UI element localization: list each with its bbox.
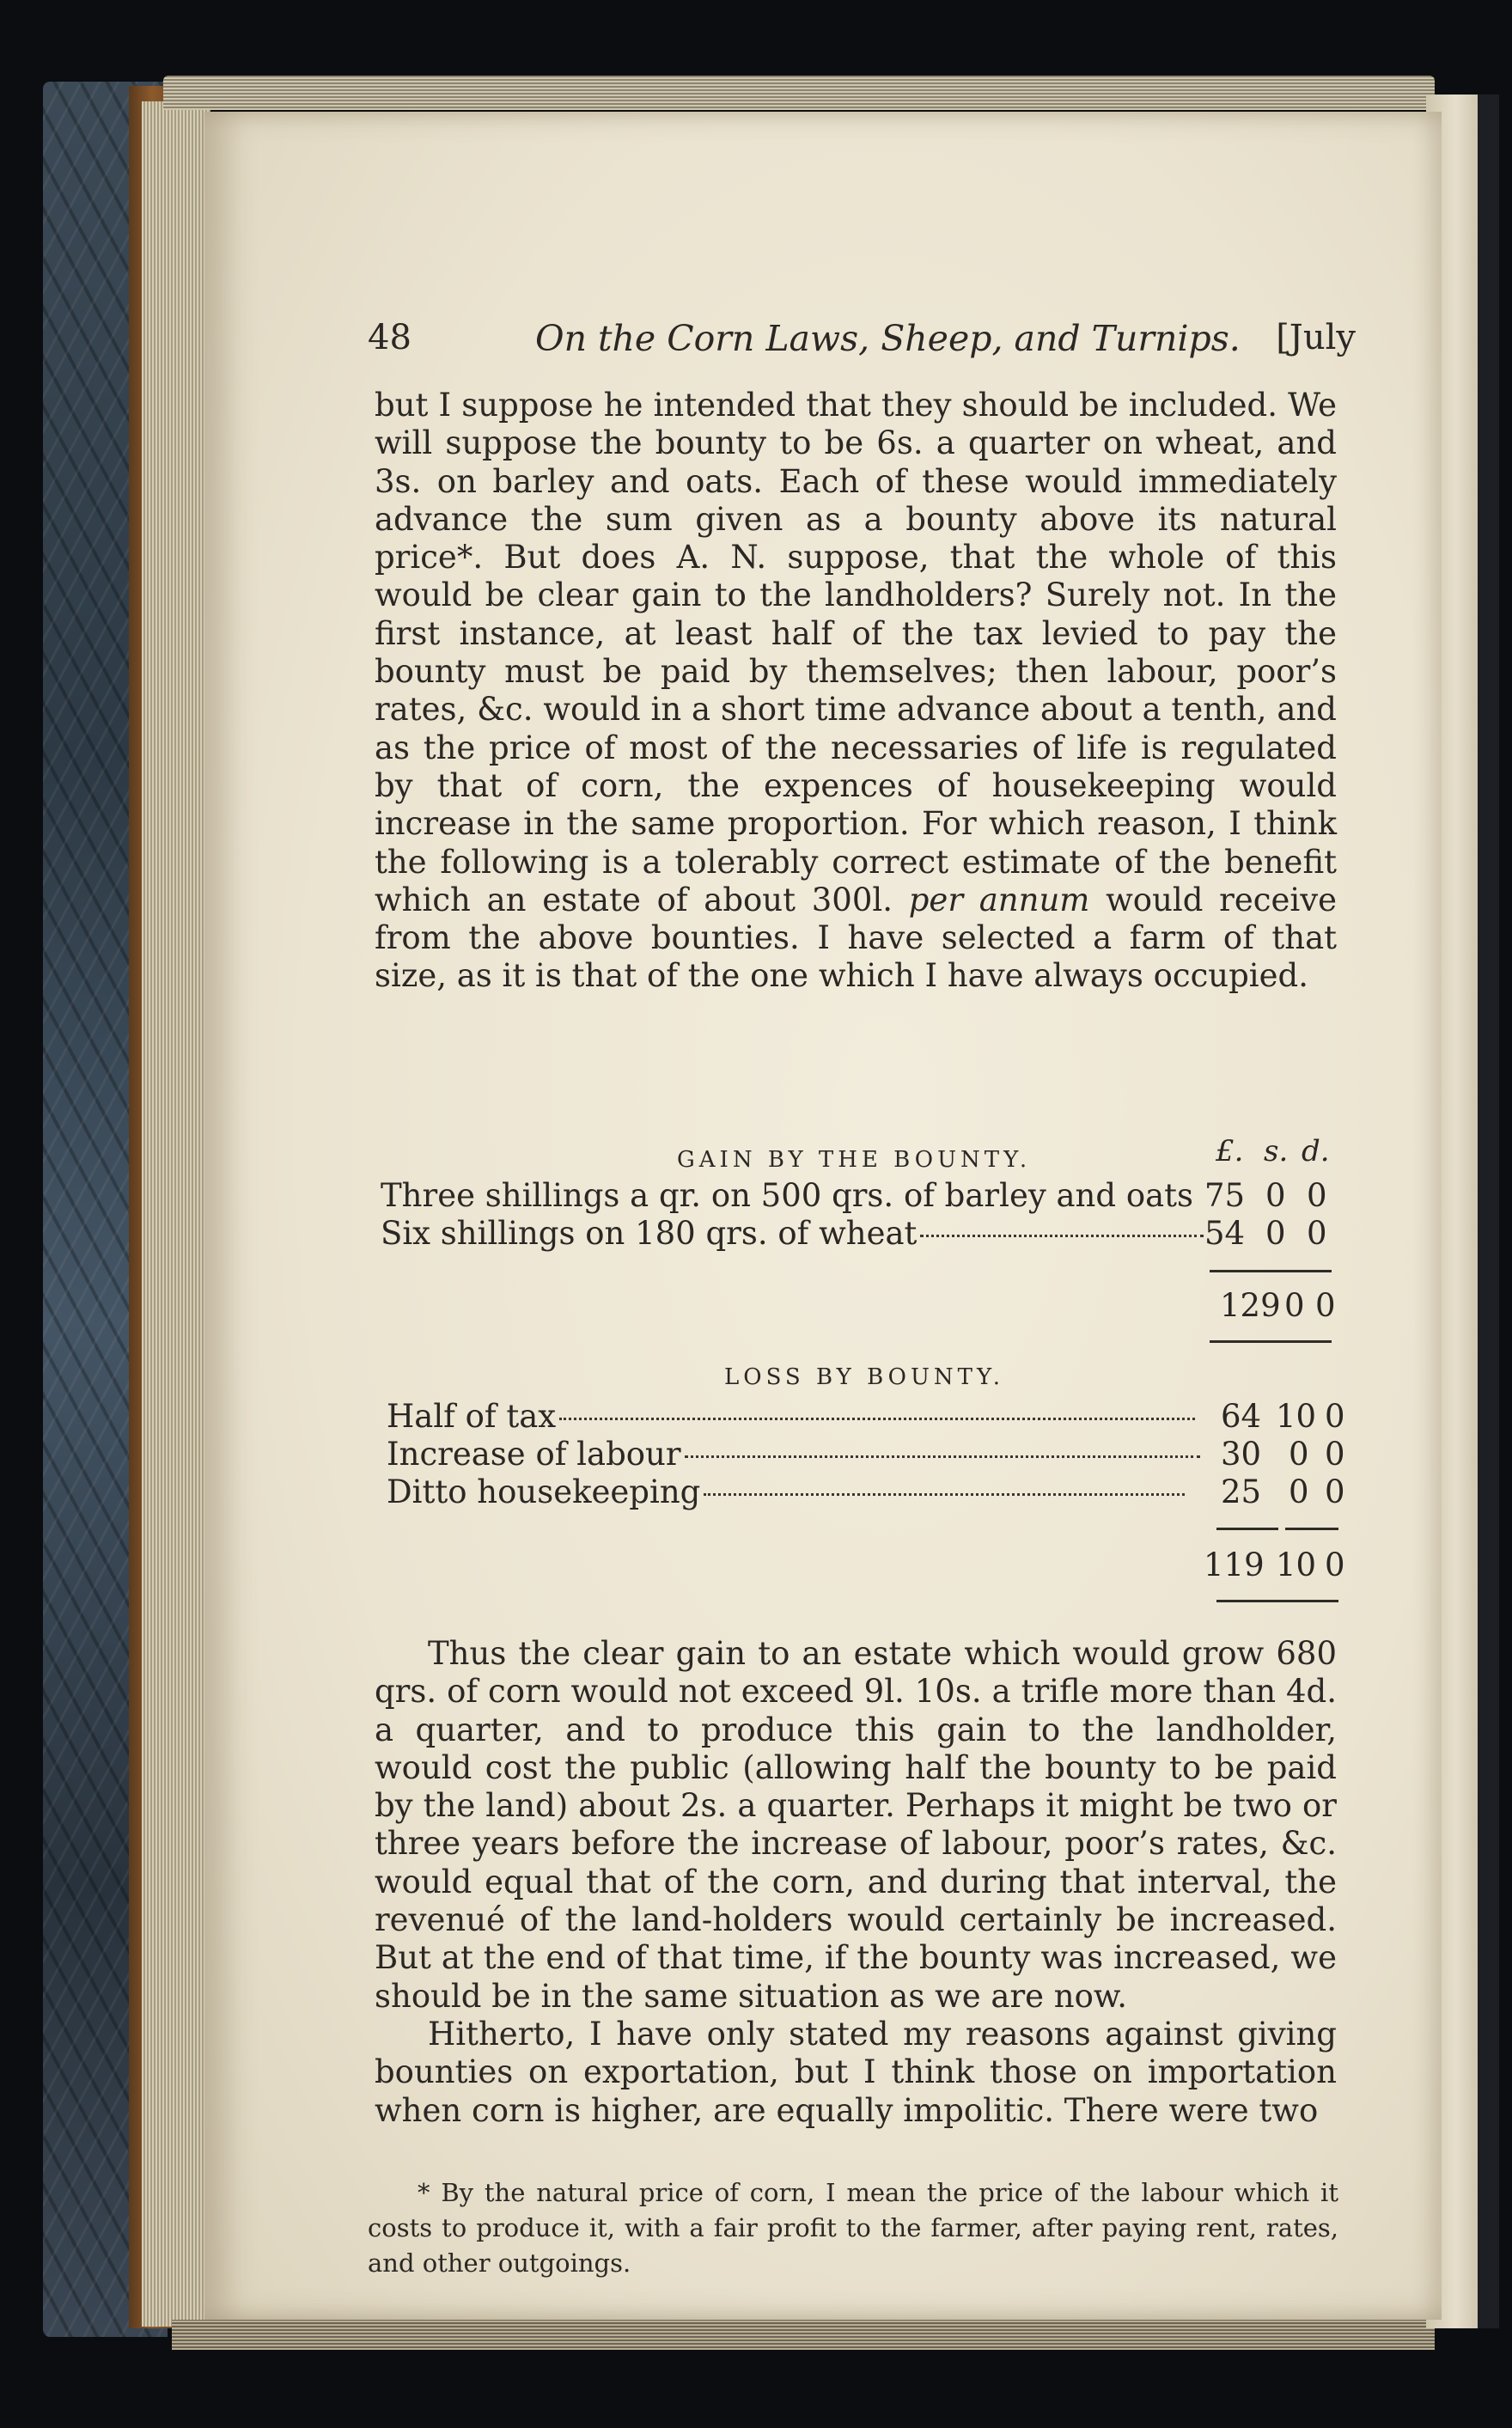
loss-row-3-shillings: 0 <box>1289 1473 1309 1510</box>
loss-row-3-pence: 0 <box>1325 1473 1345 1510</box>
paragraph-1-text: but I suppose he intended that they should be included. We will suppose the bounty to be 6s. a quarter on wheat, and 3s. on barley and oats. Each of these would immediately advance the sum given as a bounty above its natural price*. But does A. N. suppose, that the whole of this would be clear gain to the landholders? Surely not. In the first instance, at least half of the tax levied to pay the bounty must be paid by themselves; then labour, poor’s rates, &c. would in a short time advance about a tenth, and as the price of most of the necessaries of life is regulated by that of corn, the expences of housekeeping would increase in the same proportion. For which reason, I think the following is a tolerably correct estimate of the benefit which an estate of about <box>375 387 1337 918</box>
closing-paragraph-block <box>375 1635 1337 2130</box>
paragraph-1 <box>375 387 1337 996</box>
gain-row-2-shillings: 0 <box>1265 1215 1286 1252</box>
col-pounds: £. <box>1216 1134 1244 1168</box>
gain-row-2-pounds: 54 <box>1204 1215 1246 1252</box>
header-month: [July <box>1276 318 1356 357</box>
gain-row-1-label: Three shillings a qr. on 500 qrs. of barley and oats <box>381 1177 1194 1214</box>
gain-row-1-pounds: 75 <box>1204 1177 1246 1214</box>
estate-amount: 300l. <box>811 881 893 918</box>
gain-total-rule <box>1210 1340 1332 1343</box>
paragraph-1-end: would receive from the above bounties. I have selected a farm of that size, as it is that of the one which I have always occupied. <box>375 881 1338 995</box>
gain-row-2-pence: 0 <box>1307 1215 1327 1252</box>
gain-table-title: GAIN BY THE BOUNTY. <box>677 1147 1032 1173</box>
loss-row-1-label: Half of tax <box>387 1398 557 1435</box>
footnote <box>368 2175 1338 2281</box>
loss-row-2-label: Increase of labour <box>387 1436 681 1473</box>
gain-row-2 <box>381 1215 1204 1252</box>
page-edges-top <box>163 76 1435 110</box>
gain-row-2-label: Six shillings on 180 qrs. of wheat <box>381 1215 918 1252</box>
loss-row-1-shillings: 10 <box>1276 1398 1317 1435</box>
page-edges-left <box>142 101 210 2327</box>
leader-dots <box>559 1418 1195 1420</box>
loss-row-3-pounds: 25 <box>1221 1473 1262 1510</box>
col-shillings: s. <box>1264 1134 1289 1168</box>
leader-dots <box>685 1455 1200 1458</box>
leader-dots <box>920 1235 1204 1237</box>
loss-sum-rule-shillings <box>1285 1528 1338 1530</box>
col-pence: d. <box>1302 1134 1330 1168</box>
loss-row-2-pence: 0 <box>1325 1436 1345 1473</box>
loss-row-1 <box>387 1398 1195 1435</box>
gain-row-1-shillings: 0 <box>1265 1177 1286 1214</box>
loss-table-title: LOSS BY BOUNTY. <box>724 1364 1005 1390</box>
loss-sum-rule-pounds <box>1216 1528 1278 1530</box>
gain-row-1-pence: 0 <box>1307 1177 1327 1214</box>
gain-total-pence: 0 <box>1315 1287 1336 1324</box>
gain-total-shillings: 0 <box>1284 1287 1305 1324</box>
loss-row-3 <box>387 1473 1185 1510</box>
loss-row-2-shillings: 0 <box>1289 1436 1309 1473</box>
footnote-text: * By the natural price of corn, I mean the price of the labour which it costs to produce it, with a fair profit to the farmer, after paying rent, rates, and other outgoings. <box>368 2178 1338 2278</box>
loss-row-1-pounds: 64 <box>1221 1398 1262 1435</box>
paragraph-2: Thus the clear gain to an estate which would grow 680 qrs. of corn would not exceed 9l. 10s. a trifle more than 4d. a quarter, and to produce this gain to the landholder, would cost the public (allowing half the bounty to be paid by the land) about 2s. a quarter. Perhaps it might be two or three years before the increase of labour, poor’s rates, &c. would equal that of the corn, and during that interval, the revenué of the land-holders would certainly be increased. But at the end of that time, if the bounty was increased, we should be in the same situation as we are now. <box>375 1635 1337 2015</box>
page-edges-bottom <box>172 2320 1435 2350</box>
paragraph-3: Hitherto, I have only stated my reasons against giving bounties on exportation, but I think those on importation when corn is higher, are equally impolitic. There were two <box>375 2015 1337 2129</box>
loss-row-3-label: Ditto housekeeping <box>387 1473 701 1510</box>
loss-row-2 <box>387 1436 1200 1473</box>
loss-total-pence: 0 <box>1325 1546 1345 1583</box>
gain-row-1 <box>381 1177 1193 1214</box>
leader-dots <box>704 1493 1185 1496</box>
loss-total-pounds: 119 <box>1204 1546 1265 1583</box>
running-title: On the Corn Laws, Sheep, and Turnips. <box>535 318 1241 359</box>
loss-total-rule <box>1216 1600 1338 1602</box>
opening-paragraph-block <box>375 387 1337 996</box>
page-number: 48 <box>368 318 412 357</box>
loss-total-shillings: 10 <box>1276 1546 1317 1583</box>
loss-row-1-pence: 0 <box>1325 1398 1345 1435</box>
gain-sum-rule <box>1210 1270 1332 1272</box>
gain-total-pounds: 129 <box>1220 1287 1281 1324</box>
book-page <box>204 112 1442 2320</box>
loss-row-2-pounds: 30 <box>1221 1436 1262 1473</box>
running-header <box>368 311 1356 371</box>
per-annum-italic: per annum <box>908 881 1090 918</box>
